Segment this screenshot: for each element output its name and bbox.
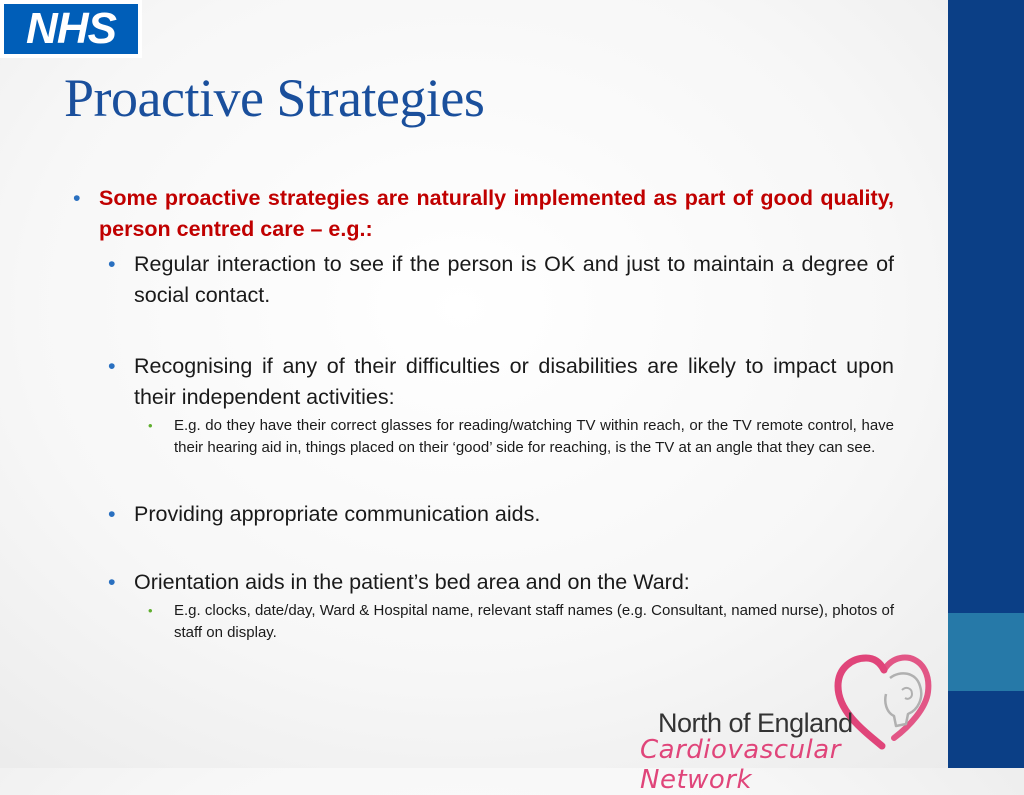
bullet-item-2-text: Recognising if any of their difficulties or disabilities are likely to impact upon their independent activities: [134, 354, 894, 409]
bullet-item-3-text: Providing appropriate communication aids. [134, 502, 541, 526]
bullet-marker: • [108, 354, 116, 378]
bullet-item-1 [104, 249, 894, 311]
nhs-logo [0, 0, 142, 58]
bullet-item-4-sub-text: E.g. clocks, date/day, Ward & Hospital name, relevant staff names (e.g. Consultant, named nurse), photos of staff on display. [174, 602, 894, 641]
bullet-item-4 [104, 567, 894, 598]
bullet-marker: • [148, 418, 153, 433]
slide-title: Proactive Strategies [64, 68, 485, 128]
slide-content [70, 180, 894, 644]
bullet-marker: • [73, 186, 81, 210]
nhs-logo-text: NHS [4, 4, 138, 54]
bullet-item-1-text: Regular interaction to see if the person is OK and just to maintain a degree of social contact. [134, 252, 894, 307]
bullet-marker: • [148, 603, 153, 618]
logo-text-line-1: North of England [658, 708, 853, 738]
bullet-item-2-sub [144, 415, 894, 459]
north-england-cardiovascular-logo [640, 650, 940, 795]
right-band-accent [948, 613, 1024, 691]
bullet-marker: • [108, 252, 116, 276]
bullet-item-2 [104, 351, 894, 413]
bullet-item-4-text: Orientation aids in the patient’s bed area and on the Ward: [134, 570, 690, 594]
bullet-item-4-sub [144, 600, 894, 644]
bullet-marker: • [108, 570, 116, 594]
bullet-item-2-sub-text: E.g. do they have their correct glasses for reading/watching TV within reach, or the TV remote control, have their hearing aid in, things placed on their ‘good’ side for reaching, is the TV at an angle that they can see. [174, 417, 894, 456]
bullet-item-3 [104, 499, 894, 530]
bullet-marker: • [108, 502, 116, 526]
logo-text-line-2: Cardiovascular Network [640, 735, 841, 795]
bullet-main-text: Some proactive strategies are naturally implemented as part of good quality, person centred care – e.g.: [99, 186, 894, 241]
bullet-main [70, 183, 894, 245]
